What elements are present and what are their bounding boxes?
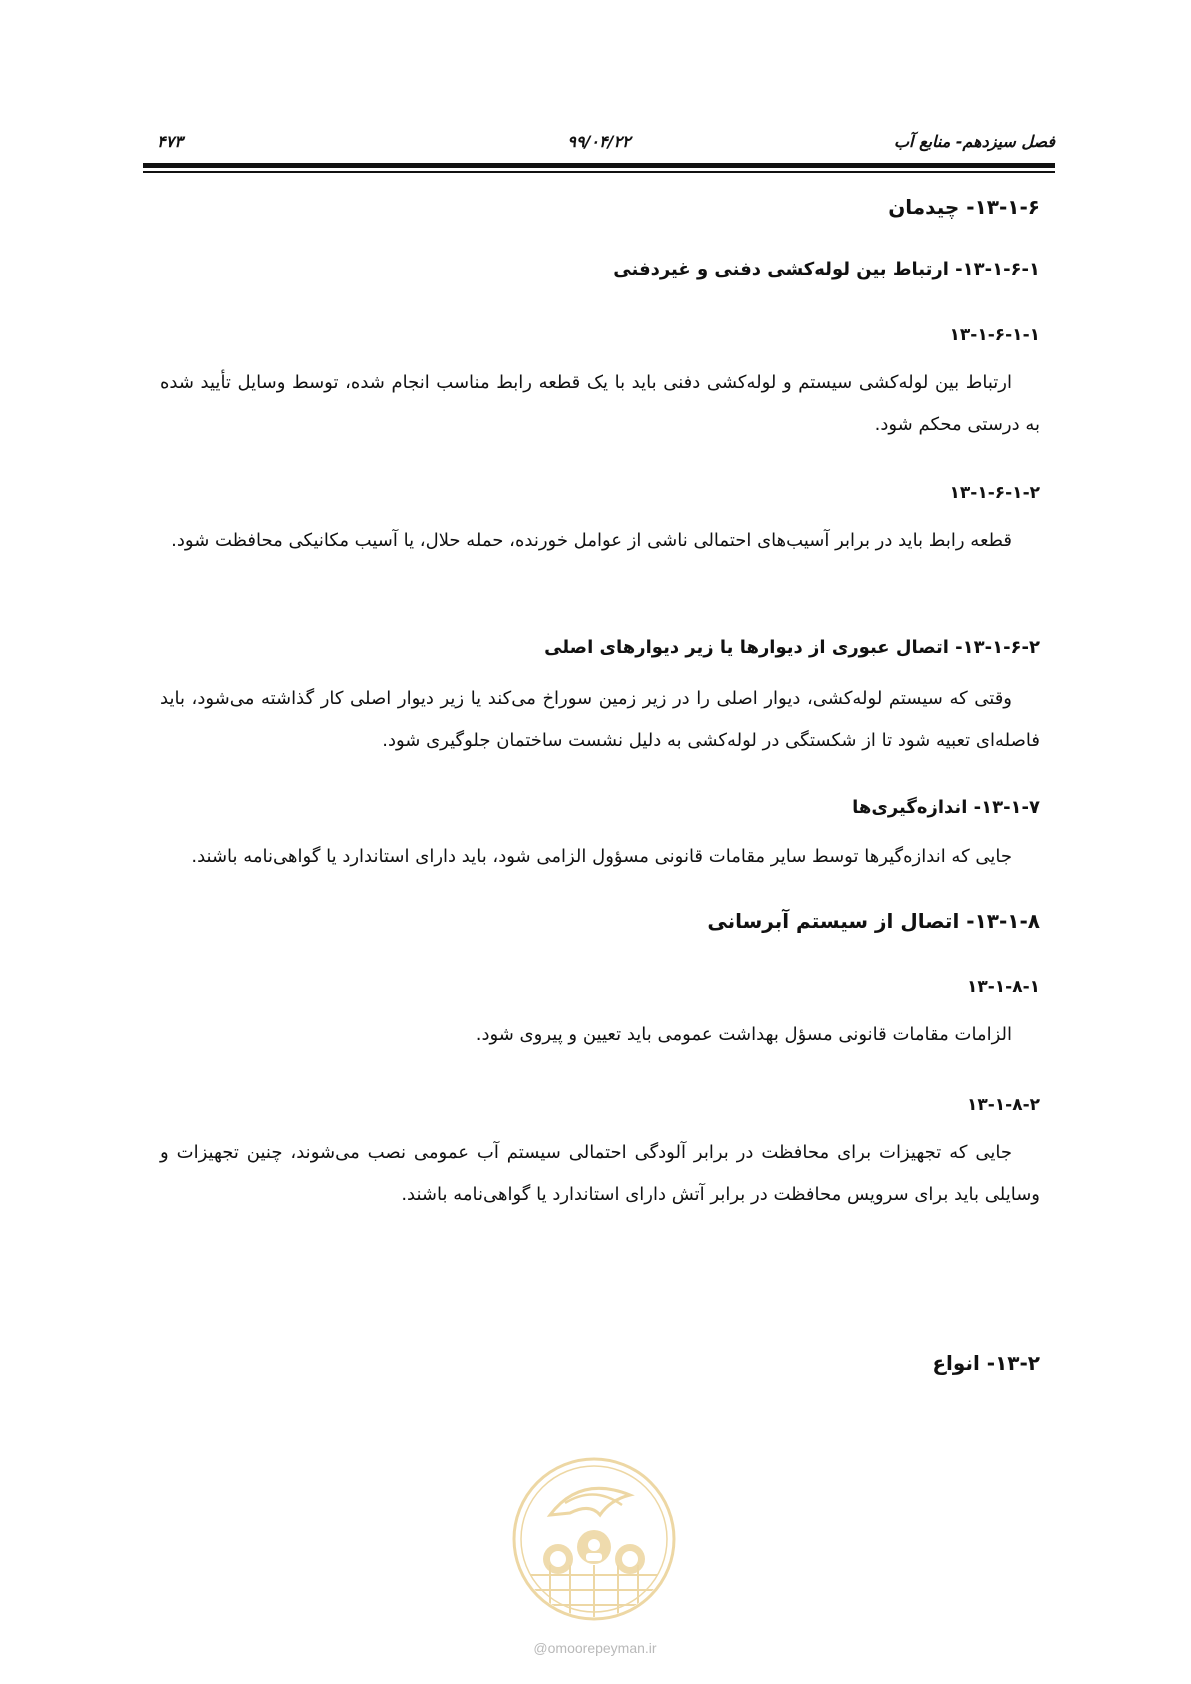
header-rule-thick <box>143 163 1055 168</box>
clause-paragraph: قطعه رابط باید در برابر آسیب‌های احتمالی ناشی از عوامل خورنده، حمله حلال، یا آسیب مکانیکی محافظت شود. <box>171 530 1012 551</box>
section-heading: ۱۳-۱-۸- اتصال از سیستم آبرسانی <box>707 909 1040 933</box>
section-heading: ۱۳-۱-۶-۲- اتصال عبوری از دیوارها یا زیر دیوارهای اصلی <box>544 637 1040 658</box>
clause-number: ۱۳-۱-۸-۲ <box>966 1095 1040 1115</box>
section-heading: ۱۳-۲- انواع <box>932 1351 1040 1375</box>
clause-number: ۱۳-۱-۸-۱ <box>966 977 1040 997</box>
clause-number: ۱۳-۱-۶-۱-۱ <box>949 325 1040 345</box>
section-heading: ۱۳-۱-۶-۱- ارتباط بین لوله‌کشی دفنی و غیردفنی <box>613 259 1040 280</box>
section-paragraph: جایی که اندازه‌گیرها توسط سایر مقامات قانونی مسؤول الزامی شود، باید دارای استاندارد یا گواهی‌نامه باشند. <box>191 846 1012 867</box>
header-date: ۹۹/۰۴/۲۲ <box>567 132 631 151</box>
clause-paragraph: الزامات مقامات قانونی مسؤل بهداشت عمومی باید تعیین و پیروی شود. <box>475 1024 1012 1045</box>
section-heading: ۱۳-۱-۶- چیدمان <box>888 195 1040 219</box>
clause-paragraph: ارتباط بین لوله‌کشی سیستم و لوله‌کشی دفنی باید با یک قطعه رابط مناسب انجام شده، توسط وسایل تأیید شده به درستی محکم شود. <box>160 372 1040 435</box>
section-heading: ۱۳-۱-۷- اندازه‌گیری‌ها <box>852 797 1040 818</box>
page-number: ۴۷۳ <box>157 132 183 151</box>
watermark-url: @omoorepeyman.ir <box>533 1640 657 1656</box>
chapter-title: فصل سیزدهم- منابع آب <box>893 132 1055 151</box>
clause-paragraph: جایی که تجهیزات برای محافظت در برابر آلودگی احتمالی سیستم آب عمومی نصب می‌شوند، چنین تجهیزات و وسایلی باید برای سرویس محافظت در برابر آتش دارای استاندارد یا گواهی‌نامه باشند. <box>160 1142 1040 1205</box>
header-rule-thin <box>143 171 1055 173</box>
watermark-logo <box>510 1455 678 1623</box>
clause-number: ۱۳-۱-۶-۱-۲ <box>949 483 1040 503</box>
section-paragraph: وقتی که سیستم لوله‌کشی، دیوار اصلی را در زیر زمین سوراخ می‌کند یا زیر دیوار اصلی کار گذاشته می‌شود، باید فاصله‌ای تعبیه شود تا از شکستگی در لوله‌کشی به دلیل نشست ساختمان جلوگیری شود. <box>160 688 1040 751</box>
page-header <box>143 130 1055 160</box>
